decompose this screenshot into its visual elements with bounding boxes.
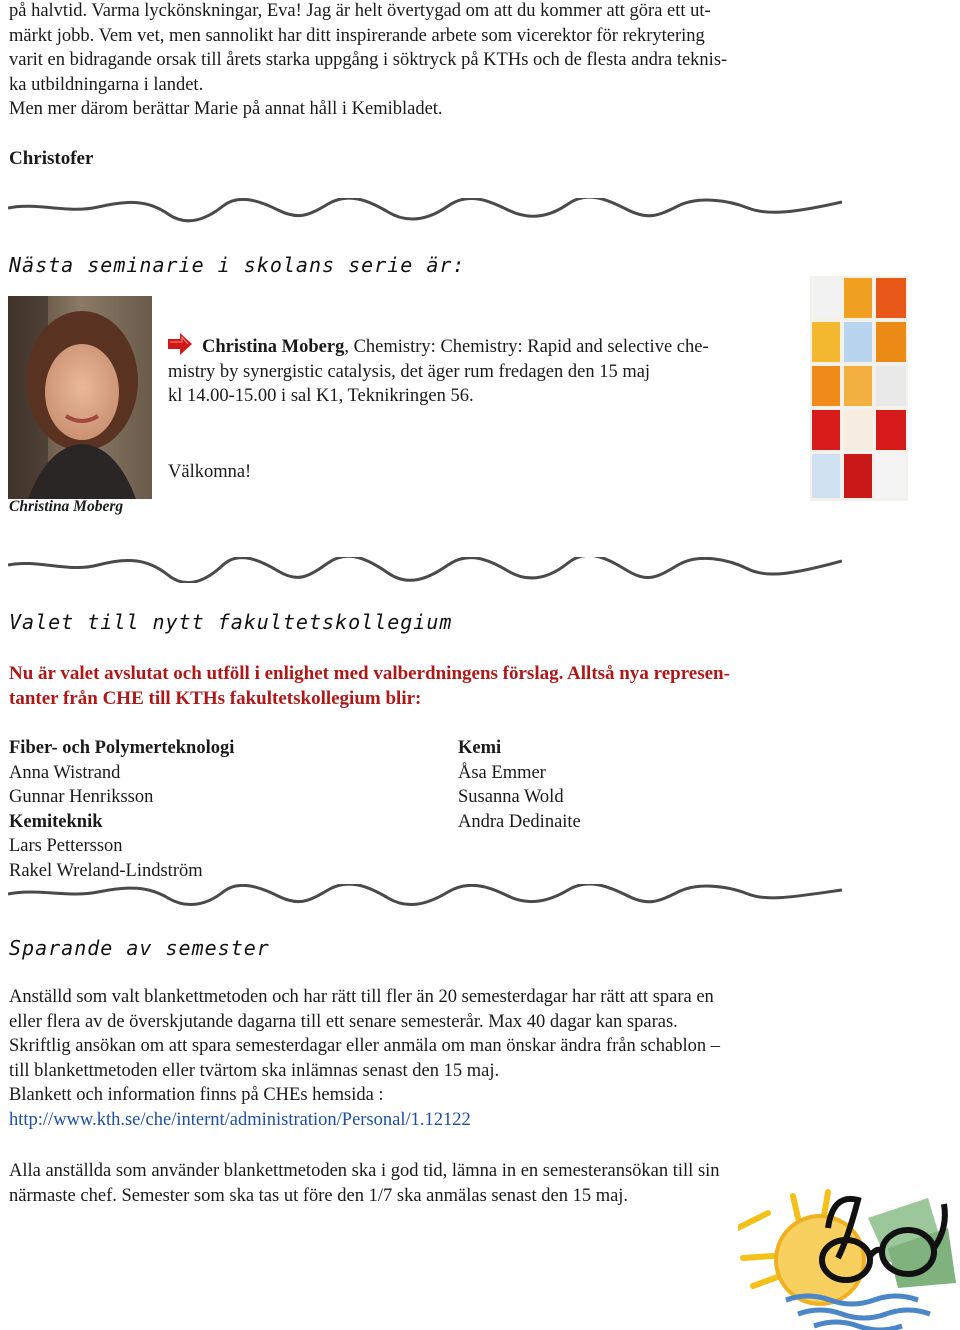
election-heading: Valet till nytt fakultetskollegium (9, 610, 453, 634)
member-name: Susanna Wold (458, 787, 564, 808)
vacation-heading: Sparande av semester (9, 936, 270, 960)
speaker-name: Christina Moberg (202, 337, 345, 357)
closing-line: Alla anställda som använder blankettmetoden ska i god tid, lämna in en semesteransökan till sin (9, 1161, 720, 1181)
wavy-divider (8, 557, 842, 583)
intro-line: på halvtid. Varma lyckönskningar, Eva! Jag är helt övertygad om att du kommer att göra ett ut- (9, 1, 711, 21)
stained-glass-image (810, 276, 908, 501)
vacation-line: Blankett och information finns på CHEs hemsida : (9, 1085, 384, 1106)
closing-paragraph (9, 1159, 859, 1208)
intro-line: ka utbildningarna i landet. (9, 74, 204, 95)
signature: Christofer (9, 148, 94, 169)
che-personal-link[interactable]: http://www.kth.se/che/internt/administration/Personal/1.12122 (9, 1109, 471, 1130)
election-notice (9, 662, 859, 711)
vacation-line: Skriftlig ansökan om att spara semesterdagar eller anmäla om man önskar ändra från schablon – (9, 1036, 720, 1057)
intro-line: Men mer därom berättar Marie på annat håll i Kemibladet. (9, 99, 443, 120)
member-name: Gunnar Henriksson (9, 787, 154, 808)
seminar-info (168, 335, 788, 409)
group-heading: Kemiteknik (9, 811, 103, 832)
speaker-photo (8, 296, 152, 499)
group-heading: Kemi (458, 738, 502, 758)
vacation-line: till blankettmetoden eller tvärtom ska inlämnas senast den 15 maj. (9, 1060, 500, 1081)
member-name: Lars Pettersson (9, 836, 123, 857)
intro-line: märkt jobb. Vem vet, men sannolikt har ditt inspirerande arbete som vicerektor för rekrytering (9, 25, 705, 46)
photo-caption: Christina Moberg (9, 498, 124, 515)
vacation-line: eller flera av de överskjutande dagarna till ett senare semesterår. Max 40 dagar kan sparas. (9, 1011, 678, 1032)
welcome-text: Välkomna! (168, 462, 252, 482)
vacation-line: Anställd som valt blankettmetoden och har rätt till fler än 20 semesterdagar har rätt att spara en (9, 987, 714, 1007)
closing-line: närmaste chef. Semester som ska tas ut före den 1/7 ska anmälas senast den 15 maj. (9, 1185, 629, 1206)
member-name: Rakel Wreland-Lindström (9, 860, 203, 881)
wavy-divider (8, 884, 842, 910)
intro-line: varit en bidragande orsak till årets starka uppgång i söktryck på KTHs och de flesta andra teknis- (9, 50, 728, 71)
sun-sunglasses-illustration (738, 1188, 960, 1330)
intro-paragraph (9, 0, 859, 122)
notice-line: Nu är valet avslutat och utföll i enlighet med valberdningens förslag. Alltså nya represen- (9, 663, 730, 684)
seminar-line (168, 335, 788, 360)
member-name: Åsa Emmer (458, 762, 546, 783)
seminar-heading: Nästa seminarie i skolans serie är: (9, 253, 466, 277)
wavy-divider (8, 198, 842, 224)
seminar-line: kl 14.00-15.00 i sal K1, Teknikringen 56. (168, 386, 474, 407)
members-column-1 (9, 736, 234, 884)
member-name: Anna Wistrand (9, 762, 121, 783)
vacation-paragraph (9, 985, 859, 1133)
notice-line: tanter från CHE till KTHs fakultetskollegium blir: (9, 687, 422, 709)
seminar-line: mistry by synergistic catalysis, det äger rum fredagen den 15 maj (168, 361, 651, 382)
group-heading: Fiber- och Polymerteknologi (9, 738, 235, 758)
members-column-2 (458, 736, 581, 834)
member-name: Andra Dedinaite (458, 811, 581, 832)
seminar-topic: , Chemistry: Chemistry: Rapid and selective che- (344, 337, 709, 357)
